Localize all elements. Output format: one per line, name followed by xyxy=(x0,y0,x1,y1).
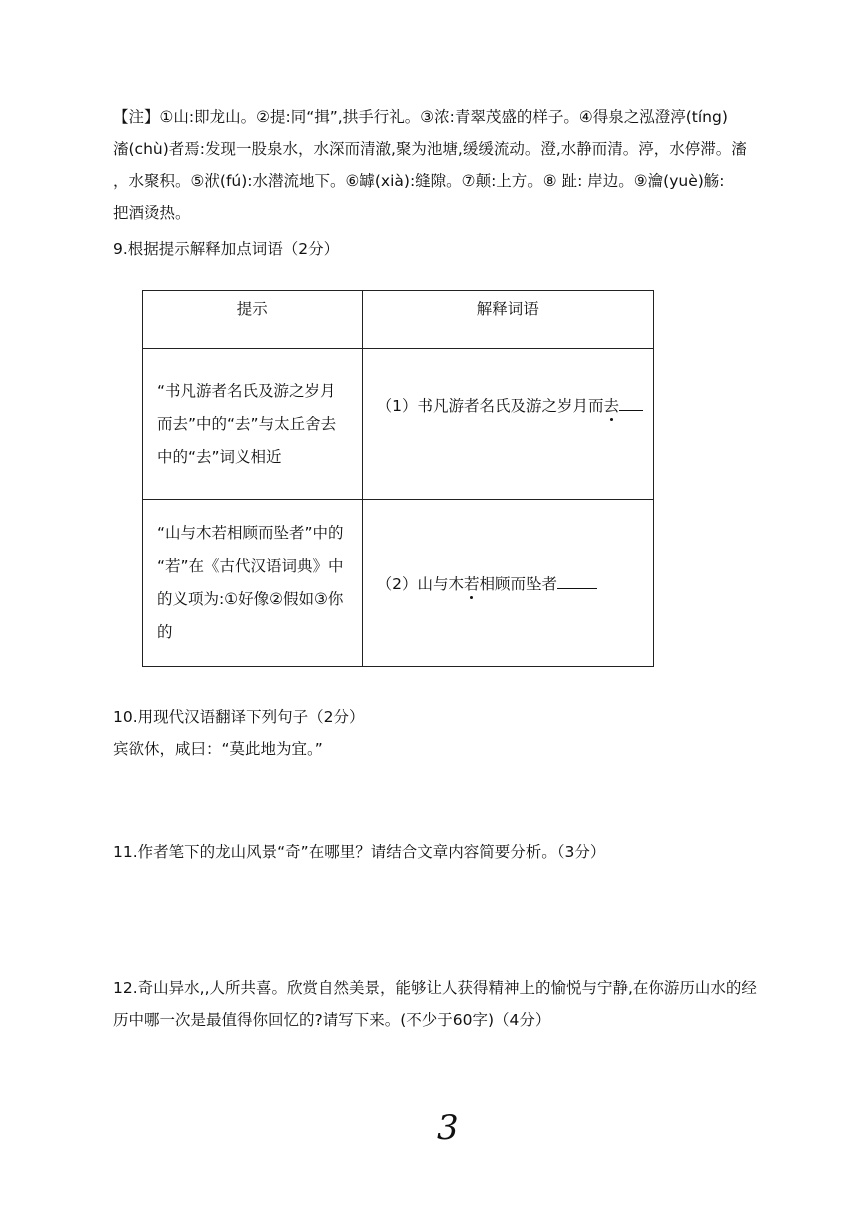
note-line-2: 滀(chù)者焉:发现一股泉水，水深而清澈,聚为池塘,缓缓流动。澄,水静而清。渟，水停滞。滀 xyxy=(113,140,747,158)
question-11-title: 11.作者笔下的龙山风景“奇”在哪里？请结合文章内容简要分析。（3分） xyxy=(113,843,606,861)
row2-prompt-suffix: 相顾而坠者 xyxy=(479,575,558,593)
row1-hint-line: “书凡游者名氏及游之岁月 xyxy=(157,381,336,400)
header-explain: 解释词语 xyxy=(362,291,653,349)
answer-blank-1[interactable] xyxy=(619,394,643,411)
row1-hint-line: 中的“去”词义相近 xyxy=(157,447,282,466)
row2-hint-line: 的 xyxy=(157,623,173,641)
row2-answer-cell xyxy=(362,500,653,667)
table-row xyxy=(143,500,654,667)
row1-prompt: （1）书凡游者名氏及游之岁月而 xyxy=(376,397,604,415)
note-line-1: 【注】①山:即龙山。②提:同“揖”,拱手行礼。③浓:青翠茂盛的样子。④得泉之泓澄渟(tíng) xyxy=(113,108,728,126)
row2-hint-line: 的义项为:①好像②假如③你 xyxy=(157,590,344,608)
answer-blank-2[interactable] xyxy=(557,572,597,589)
hint-table xyxy=(142,290,654,667)
row1-dotted-word: 去 xyxy=(603,397,619,415)
question-10-title: 10.用现代汉语翻译下列句子（2分） xyxy=(113,708,365,726)
question-12-line-1: 12.奇山异水,,人所共喜。欣赏自然美景，能够让人获得精神上的愉悦与宁静,在你游历山水的经 xyxy=(113,979,757,997)
row2-hint-cell xyxy=(143,500,363,667)
row1-answer-cell xyxy=(362,349,653,500)
row2-dotted-word: 若 xyxy=(463,575,480,593)
note-line-3: ，水聚积。⑤洑(fú):水潜流地下。⑥罅(xià):缝隙。⑦颠:上方。⑧ 趾: 岸边。⑨瀹(yuè)觞: xyxy=(113,172,725,190)
question-12-line-2: 历中哪一次是最值得你回忆的?请写下来。(不少于60字)（4分） xyxy=(113,1011,551,1029)
row1-hint-line: 而去”中的“去”与太丘舍去 xyxy=(157,414,337,433)
note-line-4: 把酒烫热。 xyxy=(113,204,191,222)
row2-hint-line: “山与木若相顾而坠者”中的 xyxy=(157,524,344,542)
question-10-sentence: 宾欲休，咸曰：“莫此地为宜。” xyxy=(113,740,323,758)
table-row xyxy=(143,349,654,500)
question-9-title: 9.根据提示解释加点词语（2分） xyxy=(113,240,340,258)
row1-hint-cell xyxy=(143,349,363,500)
row2-hint-line: “若”在《古代汉语词典》中 xyxy=(157,557,344,575)
hint-table-header xyxy=(143,291,654,349)
page-number: 3 xyxy=(437,1108,459,1148)
row2-prompt: （2）山与木 xyxy=(376,575,464,593)
header-hint: 提示 xyxy=(143,291,363,349)
